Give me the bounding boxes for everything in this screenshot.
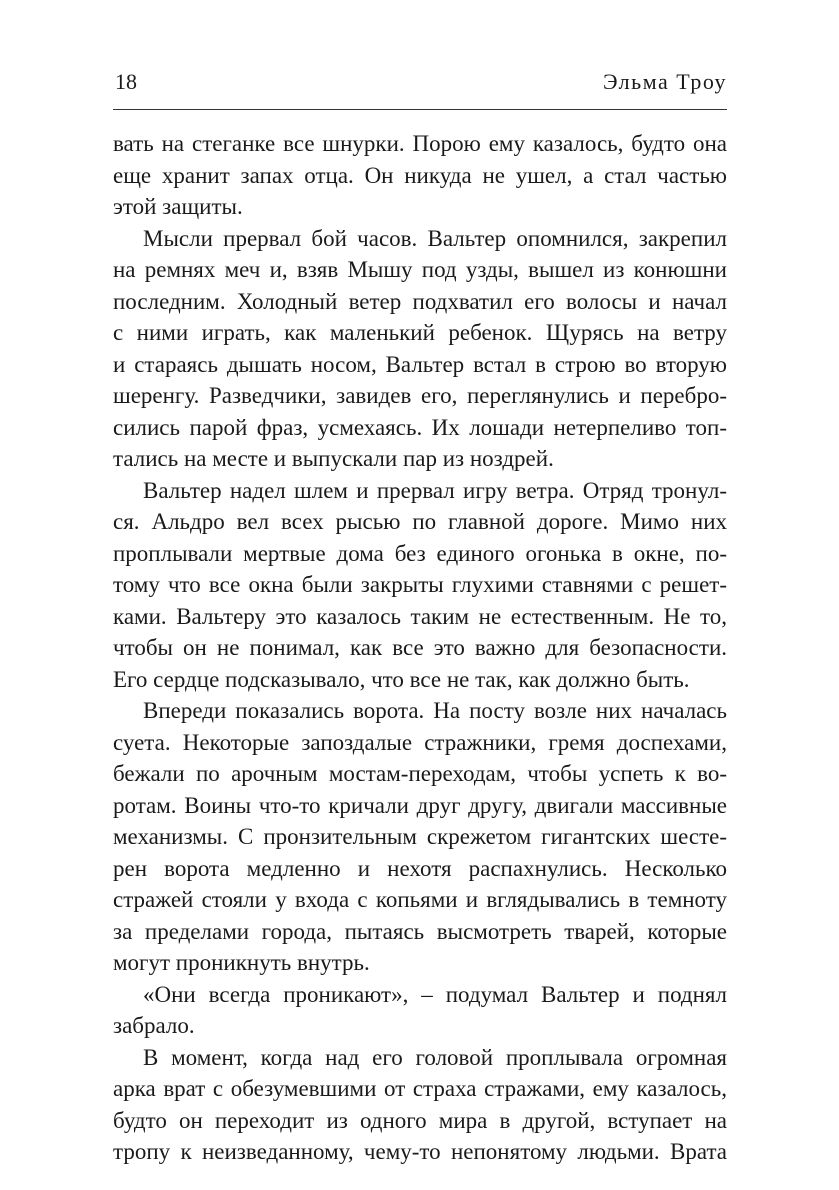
text-line: последним. Холодный ветер подхватил его волосы и начал bbox=[113, 288, 727, 314]
text-line: этой защиты. bbox=[113, 194, 243, 219]
paragraph-first-line: Вальтер надел шлем и прервал игру ветра. Отряд тронул- bbox=[143, 477, 727, 503]
text-line: тались на месте и выпускали пар из ноздрей. bbox=[113, 446, 554, 471]
text-line: суета. Некоторые запоздалые стражники, гремя доспехами, bbox=[113, 729, 727, 755]
text-line: ками. Вальтеру это казалось таким не естественным. Не то, bbox=[113, 603, 727, 629]
text-line: вать на стеганке все шнурки. Порою ему казалось, будто она bbox=[113, 131, 727, 156]
text-line: бежали по арочным мостам-переходам, чтобы успеть к во- bbox=[113, 761, 727, 786]
text-line: ротам. Воины что-то кричали друг другу, двигали массивные bbox=[113, 792, 727, 818]
text-line: механизмы. С пронзительным скрежетом гигантских шесте- bbox=[113, 824, 727, 849]
text-line: проплывали мертвые дома без единого огонька в окне, по- bbox=[113, 540, 727, 566]
text-line: и стараясь дышать носом, Вальтер встал в строю во вторую bbox=[113, 351, 727, 377]
text-line: за пределами города, пытаясь высмотреть тварей, которые bbox=[113, 918, 727, 944]
text-line: арка врат с обезумевшими от страха стражами, ему казалось, bbox=[113, 1076, 727, 1101]
body-text bbox=[113, 128, 727, 1168]
header-rule bbox=[113, 109, 727, 110]
page-number: 18 bbox=[115, 69, 137, 94]
text-line: шеренгу. Разведчики, завидев его, переглянулись и перебро- bbox=[113, 383, 727, 408]
text-line: тому что все окна были закрыты глухими ставнями с решет- bbox=[113, 572, 727, 597]
paragraph-first-line: Впереди показались ворота. На посту возле них началась bbox=[143, 698, 727, 723]
text-line: могут проникнуть внутрь. bbox=[113, 950, 370, 975]
text-line: будто он переходит из одного мира в другой, вступает на bbox=[113, 1107, 727, 1133]
text-line: сились парой фраз, усмехаясь. Их лошади нетерпеливо топ- bbox=[113, 414, 727, 440]
text-line: еще хранит запах отца. Он никуда не ушел, а стал частью bbox=[113, 162, 727, 188]
text-line: с ними играть, как маленький ребенок. Щурясь на ветру bbox=[113, 320, 727, 345]
text-line: ся. Альдро вел всех рысью по главной дороге. Мимо них bbox=[113, 509, 727, 534]
text-line: тропу к неизведанному, чему-то непонятому людьми. Врата bbox=[113, 1139, 727, 1164]
paragraph-first-line: «Они всегда проникают», – подумал Вальтер и поднял bbox=[143, 981, 727, 1007]
paragraph-first-line: В момент, когда над его головой проплывала огромная bbox=[143, 1044, 727, 1070]
text-line: рен ворота медленно и нехотя распахнулись. Несколько bbox=[113, 855, 727, 881]
text-line: на ремнях меч и, взяв Мышу под узды, вышел из конюшни bbox=[113, 257, 727, 282]
author-name: Эльма Троу bbox=[602, 69, 727, 94]
running-head bbox=[113, 66, 727, 98]
text-line: чтобы он не понимал, как все это важно для безопасности. bbox=[113, 635, 727, 660]
text-line: стражей стояли у входа с копьями и вглядывались в темноту bbox=[113, 887, 727, 912]
text-line: забрало. bbox=[113, 1013, 195, 1038]
text-line: Его сердце подсказывало, что все не так, как должно быть. bbox=[113, 666, 690, 692]
paragraph-first-line: Мысли прервал бой часов. Вальтер опомнился, закрепил bbox=[143, 225, 727, 251]
